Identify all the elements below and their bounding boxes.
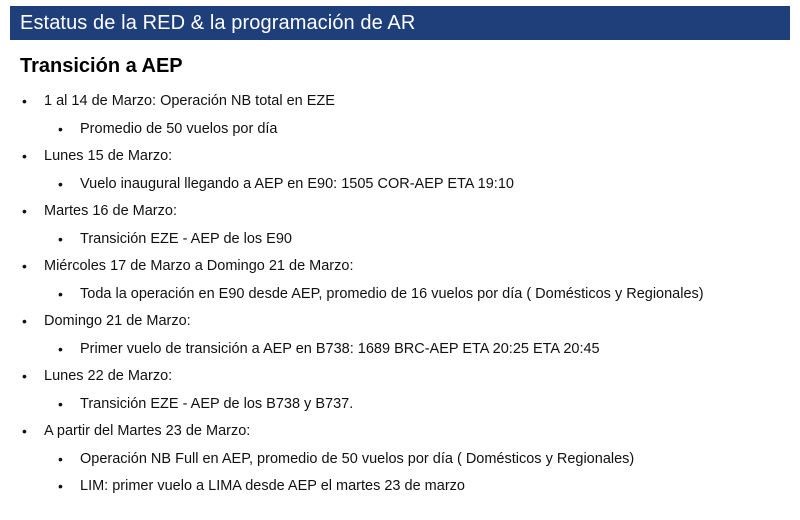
list-item-text: Vuelo inaugural llegando a AEP en E90: 1505 COR-AEP ETA 19:10 xyxy=(80,175,514,192)
list-item xyxy=(20,143,798,171)
list-item-text: LIM: primer vuelo a LIMA desde AEP el martes 23 de marzo xyxy=(80,478,465,494)
bullet-icon: • xyxy=(58,175,63,192)
bullet-icon: • xyxy=(58,395,63,412)
list-item xyxy=(20,253,798,281)
list-item xyxy=(20,226,798,254)
list-item xyxy=(20,116,798,144)
list-item-text: Domingo 21 de Marzo: xyxy=(44,313,191,329)
bullet-icon: • xyxy=(58,340,63,357)
bullet-icon: • xyxy=(22,93,27,109)
list-item-text: 1 al 14 de Marzo: Operación NB total en EZE xyxy=(44,93,335,109)
list-item xyxy=(20,308,798,336)
slide-title-bar xyxy=(10,6,790,40)
list-item xyxy=(20,473,798,501)
list-item-text: Toda la operación en E90 desde AEP, promedio de 16 vuelos por día ( Domésticos y Regionales) xyxy=(80,285,704,302)
section-heading: Transición a AEP xyxy=(20,55,183,77)
list-item-text: Transición EZE - AEP de los E90 xyxy=(80,230,292,247)
list-item-text: A partir del Martes 23 de Marzo: xyxy=(44,423,251,439)
bullet-icon: • xyxy=(58,285,63,302)
list-item-text: Transición EZE - AEP de los B738 y B737. xyxy=(80,395,354,412)
list-item-text: Lunes 22 de Marzo: xyxy=(44,368,173,384)
bullet-icon: • xyxy=(22,368,27,384)
bullet-icon: • xyxy=(22,148,27,164)
slide-title: Estatus de la RED & la programación de AR xyxy=(20,11,416,34)
list-item xyxy=(20,336,798,364)
list-item xyxy=(20,198,798,226)
list-item-text: Primer vuelo de transición a AEP en B738: 1689 BRC-AEP ETA 20:25 ETA 20:45 xyxy=(80,340,600,357)
list-item xyxy=(20,88,798,116)
bullet-icon: • xyxy=(22,203,27,219)
list-item xyxy=(20,363,798,391)
bullet-icon: • xyxy=(58,478,63,494)
bullet-icon: • xyxy=(22,423,27,439)
bullet-icon: • xyxy=(58,230,63,247)
list-item xyxy=(20,446,798,474)
list-item-text: Lunes 15 de Marzo: xyxy=(44,148,173,164)
list-item xyxy=(20,391,798,419)
list-item xyxy=(20,281,798,309)
list-item-text: Operación NB Full en AEP, promedio de 50 vuelos por día ( Domésticos y Regionales) xyxy=(80,450,635,467)
list-item-text: Martes 16 de Marzo: xyxy=(44,203,177,219)
bullet-icon: • xyxy=(22,258,27,274)
list-item-text: Promedio de 50 vuelos por día xyxy=(80,120,278,137)
bullet-icon: • xyxy=(58,120,63,137)
bullet-list xyxy=(20,88,798,501)
list-item xyxy=(20,418,798,446)
bullet-icon: • xyxy=(58,450,63,467)
list-item xyxy=(20,171,798,199)
bullet-icon: • xyxy=(22,313,27,329)
list-item-text: Miércoles 17 de Marzo a Domingo 21 de Marzo: xyxy=(44,258,354,274)
